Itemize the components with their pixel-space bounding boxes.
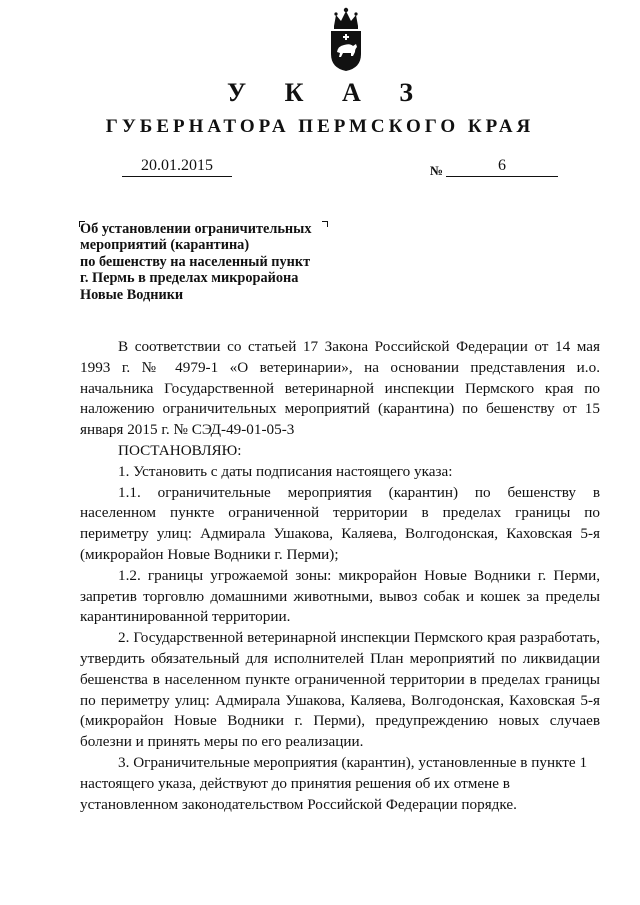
document-date: 20.01.2015: [122, 157, 232, 177]
clause-2: 2. Государственной ветеринарной инспекции Пермского края разработать, утвердить обязательный для исполнителей План мероприятий по ликвидации бешенства в населенном пункте ограниченной территории в пределах границы по периметру улиц: Адмирала Ушакова, Каляева, Волгодонская, Каховская 5-я (микрорайон Новые Водники г. Перми), предупреждению новых случаев болезни и принять меры по его реализации.: [80, 629, 600, 751]
document-body: [80, 337, 600, 815]
clause-1-2: 1.2. границы угрожаемой зоны: микрорайон Новые Водники г. Перми, запретив торговлю домашними животными, вывоз собак и кошек за пределы карантинированной территории.: [80, 566, 600, 626]
clause-1: 1. Установить с даты подписания настоящего указа:: [118, 462, 453, 480]
clause-3: 3. Ограничительные мероприятия (карантин), установленные в пункте 1 настоящего указа, действуют до принятия решения об их отмене в установленном законодательством Российской Федерации порядке.: [80, 753, 588, 813]
document-number: 6: [446, 157, 558, 177]
subject-line: мероприятий (карантина): [80, 237, 250, 254]
coat-of-arms-icon: [326, 6, 366, 72]
subject-line: г. Пермь в пределах микрорайона: [80, 270, 299, 287]
clause-1-1: 1.1. ограничительные мероприятия (карантин) по бешенству в населенном пункте ограниченной территории в пределах границы по периметру улиц: Адмирала Ушакова, Каляева, Волгодонская, Каховская 5-я (микрорайон Новые Водники г. Перми);: [80, 483, 600, 563]
document-subtitle: ГУБЕРНАТОРА ПЕРМСКОГО КРАЯ: [105, 116, 535, 137]
number-sign: №: [430, 163, 444, 178]
subject-line: Об установлении ограничительных: [80, 221, 312, 237]
subject-line: Новые Водники: [80, 286, 184, 303]
document-subject: [80, 221, 350, 303]
decree-word: ПОСТАНОВЛЯЮ:: [118, 441, 242, 459]
document-title: У К А З: [227, 78, 429, 107]
subject-line: по бешенству на населенный пункт: [80, 253, 311, 270]
preamble-paragraph: В соответствии со статьей 17 Закона Российской Федерации от 14 мая 1993 г. № 4979-1 «О ветеринарии», на основании представления и.о. начальника Государственной ветеринарной инспекции Пермского края по наложению ограничительных мероприятий (карантина) по бешенству от 15 января 2015 г. № СЭД-49-01-05-3: [80, 338, 600, 439]
